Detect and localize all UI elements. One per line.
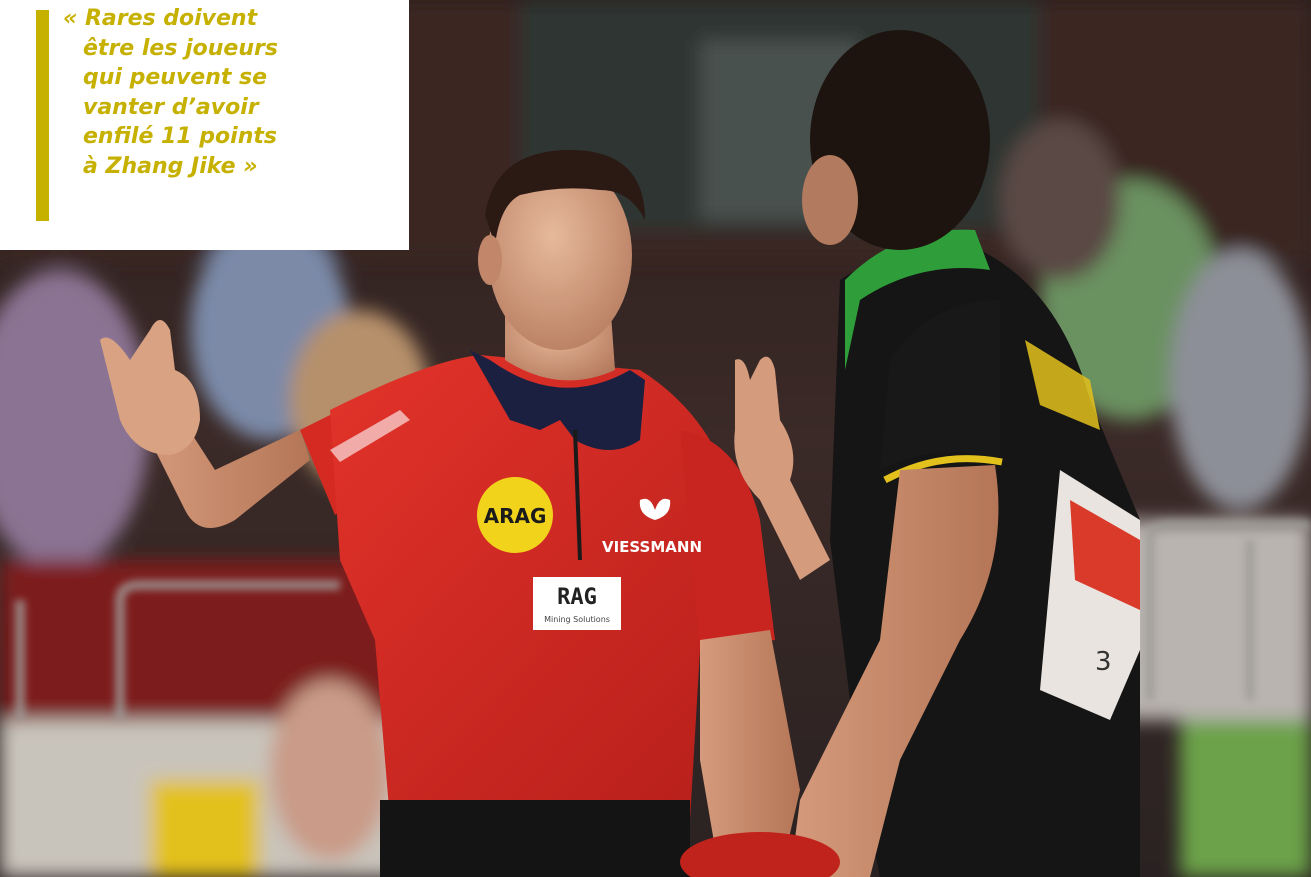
arag-logo-text: ARAG xyxy=(483,504,547,528)
pull-quote-line: à Zhang Jike » xyxy=(83,153,258,179)
pull-quote-accent-bar xyxy=(36,10,49,221)
viessmann-logo: VIESSMANN xyxy=(601,538,703,556)
pull-quote-line: vanter d’avoir xyxy=(83,94,259,120)
pull-quote-line: qui peuvent se xyxy=(83,65,268,90)
pull-quote-line: enfilé 11 points xyxy=(83,124,277,149)
pull-quote-box xyxy=(0,0,409,250)
bib-number: 3 xyxy=(1095,647,1112,677)
pull-quote-line: être les joueurs xyxy=(83,35,278,61)
pull-quote xyxy=(63,4,393,181)
pull-quote-line: « Rares doivent xyxy=(63,6,258,31)
rag-logo-text: RAG xyxy=(557,585,597,610)
rag-logo-subtext: Mining Solutions xyxy=(544,615,610,624)
